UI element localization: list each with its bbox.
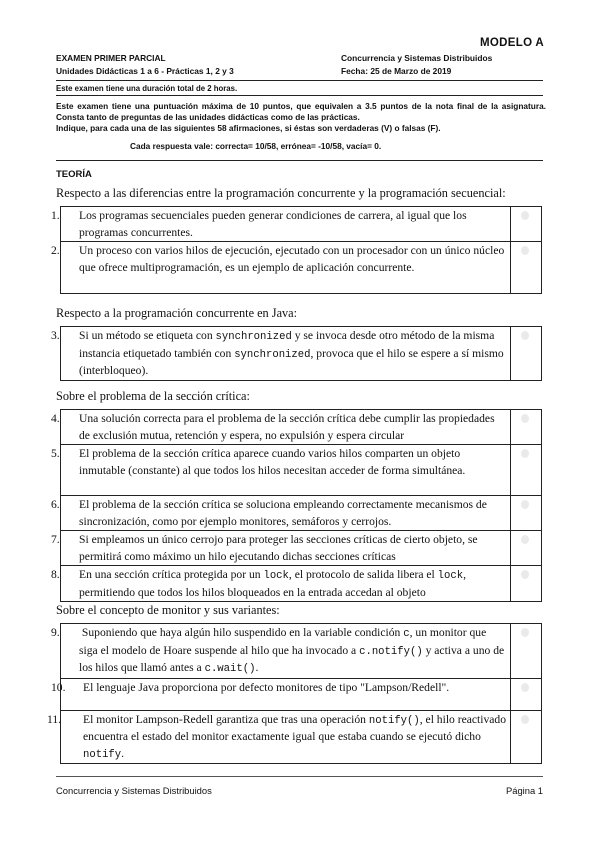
question-table [51,326,542,381]
page-number: Página 1 [505,785,543,796]
question-row [61,496,542,531]
answer-cell[interactable] [511,531,542,566]
question-row [61,327,542,381]
question-text [51,242,511,294]
answer-mark-icon [521,715,529,724]
question-number: 3. [51,329,60,342]
question-statement: , permitiendo que todos los hilos bloqueados en la entrada accedan al objeto [79,568,466,599]
question-statement: , el protocolo de salida libera el [288,568,438,581]
question-text [51,445,511,496]
question-text [51,531,511,566]
answer-cell[interactable] [511,327,542,381]
answer-mark-icon [521,683,529,692]
code-keyword: synchronized [234,348,311,361]
answer-cell[interactable] [511,678,542,710]
question-statement: , el hilo reactivado encuentra el estado del monitor exactamente igual que estaba cuando se ejecutó dicho [83,712,507,743]
answer-mark-icon [521,500,529,509]
answer-mark-icon [521,211,529,220]
section-title: Respecto a la programación concurrente en Java: [56,306,298,320]
instructions-text: Este examen tiene una puntuación máxima de 10 puntos, que equivalen a 3.5 puntos de la nota final de la asignatura. Consta tanto de preguntas de las unidades didácticas como de las prácticas. [56,101,546,122]
answer-mark-icon [521,331,529,340]
question-row [61,678,542,710]
question-text [51,410,511,445]
question-number: 7. [51,533,60,546]
section-title: Sobre el problema de la sección crítica: [56,389,250,403]
answer-cell[interactable] [511,624,542,679]
question-statement: . [255,661,259,674]
question-row [61,445,542,496]
answer-mark-icon [521,449,529,458]
question-number: 11. [47,712,62,726]
question-number: 9. [51,626,60,639]
course-info [341,52,492,78]
duration-divider [56,95,543,96]
code-keyword: c.wait() [204,663,256,675]
question-row [61,624,542,679]
answer-mark-icon [521,628,529,637]
question-statement: Una solución correcta para el problema de la sección crítica debe cumplir las propiedades de exclusión mutua, retención y espera, no expulsión y espera circular [79,412,495,442]
code-keyword: synchronized [215,331,292,343]
question-statement: Si un método se etiqueta con [79,329,216,342]
question-statement: Si empleamos un único cerrojo para proteger las secciones críticas de cierto objeto, se permitirá como máximo un hilo ejecutando dichas secciones críticas [79,533,478,563]
question-table [51,206,542,294]
code-keyword: c [403,628,410,640]
code-keyword: lock [263,570,289,582]
answer-cell[interactable] [511,410,542,445]
instructions-vf: Indique, para cada una de las siguientes 58 afirmaciones, si éstas son verdaderas (V) o falsas (F). [56,123,441,133]
answer-cell[interactable] [511,445,542,496]
question-table [51,409,542,602]
question-text [51,624,511,679]
intro-divider [56,160,543,161]
answer-mark-icon [521,246,529,255]
answer-cell[interactable] [511,710,542,764]
question-text [47,710,511,764]
answer-cell[interactable] [511,242,542,294]
question-number: 10. [51,680,66,694]
question-statement: , provoca que el hilo se espere a sí mismo (interbloqueo). [79,346,504,377]
question-statement: y activa a uno de los hilos que llamó antes a [79,643,505,674]
question-table [47,623,542,764]
code-keyword: notify() [368,714,420,727]
question-text [51,678,511,710]
scoring-rule: Cada respuesta vale: correcta= 10/58, errónea= -10/58, vacía= 0. [130,141,382,151]
question-statement: El lenguaje Java proporciona por defecto monitores de tipo "Lampson/Redell". [83,680,450,694]
question-row [61,207,542,242]
answer-cell[interactable] [511,207,542,242]
question-text [51,207,511,242]
code-keyword: c.notify() [359,645,423,658]
course-name: Concurrencia y Sistemas Distribuidos [341,53,493,63]
code-keyword: lock [437,570,464,582]
question-statement: El problema de la sección crítica aparece cuando varios hilos comparten un objeto inmutable (constante) al que todos los hilos necesitan acceder de forma simultánea. [79,447,466,477]
answer-cell[interactable] [511,496,542,531]
question-statement: Suponiendo que haya algún hilo suspendido en la variable condición [79,626,404,639]
exam-units: Unidades Didácticas 1 a 6 - Prácticas 1, 2 y 3 [56,66,234,76]
footer-divider [56,776,543,777]
exam-title: EXAMEN PRIMER PARCIAL [56,53,166,63]
duration-note: Este examen tiene una duración total de 2 horas. [56,84,238,93]
question-statement: . [121,746,125,760]
exam-date: Fecha: 25 de Marzo de 2019 [341,66,452,76]
question-row [61,566,542,602]
question-statement: El problema de la sección crítica se soluciona empleando correctamente mecanismos de sincronización, como por ejemplo monitores, semáforos y cerrojos. [79,498,487,528]
exam-info [56,52,234,78]
answer-mark-icon [521,414,529,423]
question-text [51,496,511,531]
answer-cell[interactable] [511,566,542,602]
model-label: MODELO A [480,37,544,49]
question-number: 8. [51,568,60,581]
question-statement: Un proceso con varios hilos de ejecución, ejecutado con un procesador con un único núcleo que ofrece multiprogramación, es un ejemplo de aplicación concurrente. [79,244,505,274]
question-number: 6. [51,498,60,511]
question-number: 4. [51,412,60,425]
code-keyword: notify [83,748,122,761]
question-text [51,327,511,381]
question-row [61,531,542,566]
question-number: 5. [51,447,60,460]
question-statement: Los programas secuenciales pueden generar condiciones de carrera, al igual que los programas concurrentes. [79,209,467,239]
question-statement: El monitor Lampson-Redell garantiza que tras una operación [83,712,369,726]
question-row [61,242,542,294]
header-divider [56,80,543,81]
answer-mark-icon [521,535,529,544]
instructions [56,101,546,134]
question-row [61,710,542,764]
answer-mark-icon [521,570,529,579]
question-statement: y se invoca desde otro método de la misma instancia etiquetado también con [79,329,495,360]
section-heading-teoria: TEORÍA [56,169,92,180]
question-text [51,566,511,602]
question-statement: , un monitor que siga el modelo de Hoare suspende al hilo que ha invocado a [79,626,487,657]
question-statement: En una sección crítica protegida por un [79,568,264,581]
question-number: 1. [51,209,60,222]
question-number: 2. [51,244,60,257]
section-title: Sobre el concepto de monitor y sus variantes: [56,603,280,617]
section-title: Respecto a las diferencias entre la programación concurrente y la programación secuencial: [56,186,506,200]
question-row [61,410,542,445]
footer-course: Concurrencia y Sistemas Distribuidos [56,785,212,796]
